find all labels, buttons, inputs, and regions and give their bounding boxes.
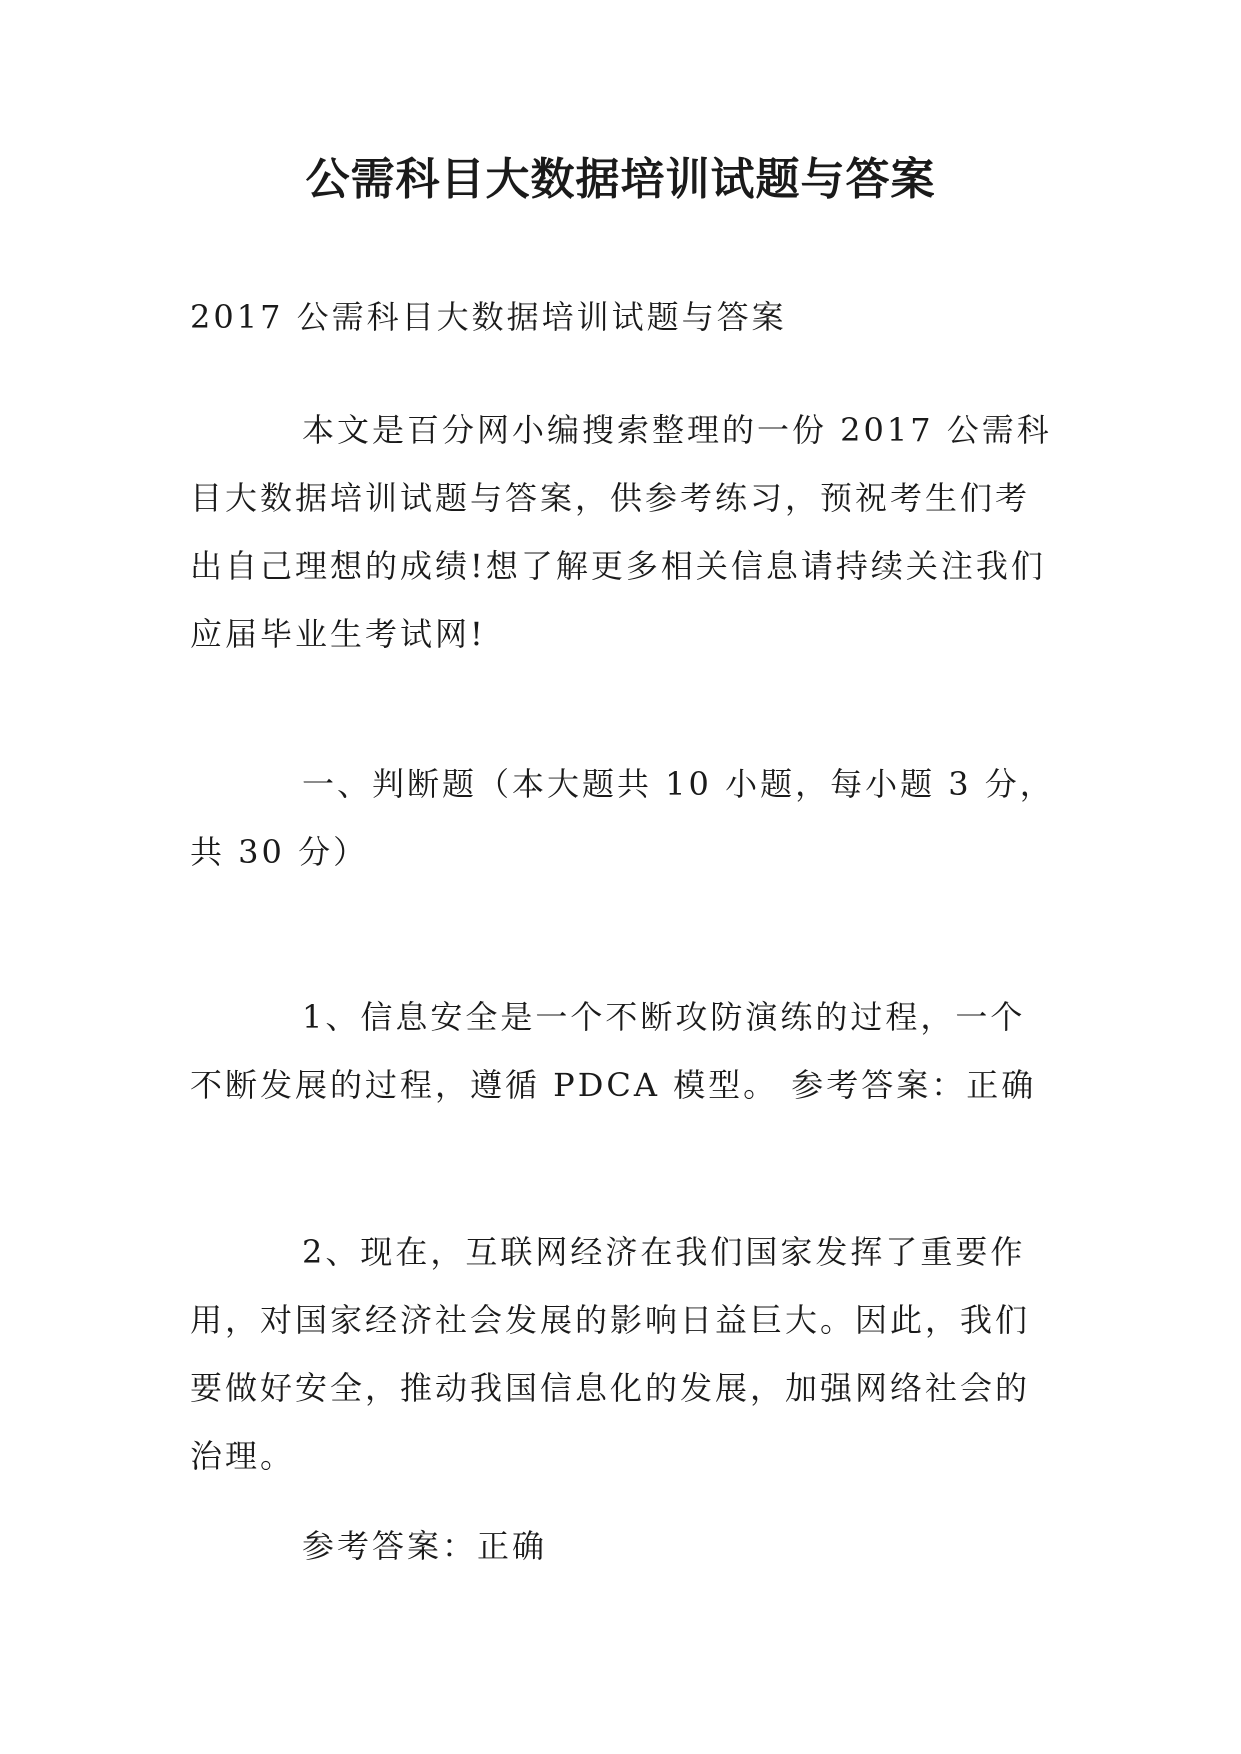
question-2-answer: 参考答案：正确 <box>302 1527 548 1565</box>
document-title: 公需科目大数据培训试题与答案 <box>305 154 936 205</box>
section-heading: 一、判断题（本大题共 10 小题，每小题 3 分，共 30 分） <box>190 765 1055 871</box>
question-2: 2、现在，互联网经济在我们国家发挥了重要作用，对国家经济社会发展的影响日益巨大。因此，我们要做好安全，推动我国信息化的发展，加强网络社会的治理。 <box>190 1233 1031 1475</box>
intro-paragraph: 本文是百分网小编搜索整理的一份 2017 公需科目大数据培训试题与答案，供参考练习，预祝考生们考出自己理想的成绩!想了解更多相关信息请持续关注我们应届毕业生考试网! <box>190 411 1052 653</box>
document-subtitle: 2017 公需科目大数据培训试题与答案 <box>190 298 787 336</box>
question-1: 1、信息安全是一个不断攻防演练的过程，一个不断发展的过程，遵循 PDCA 模型。 参考答案：正确 <box>190 998 1037 1104</box>
